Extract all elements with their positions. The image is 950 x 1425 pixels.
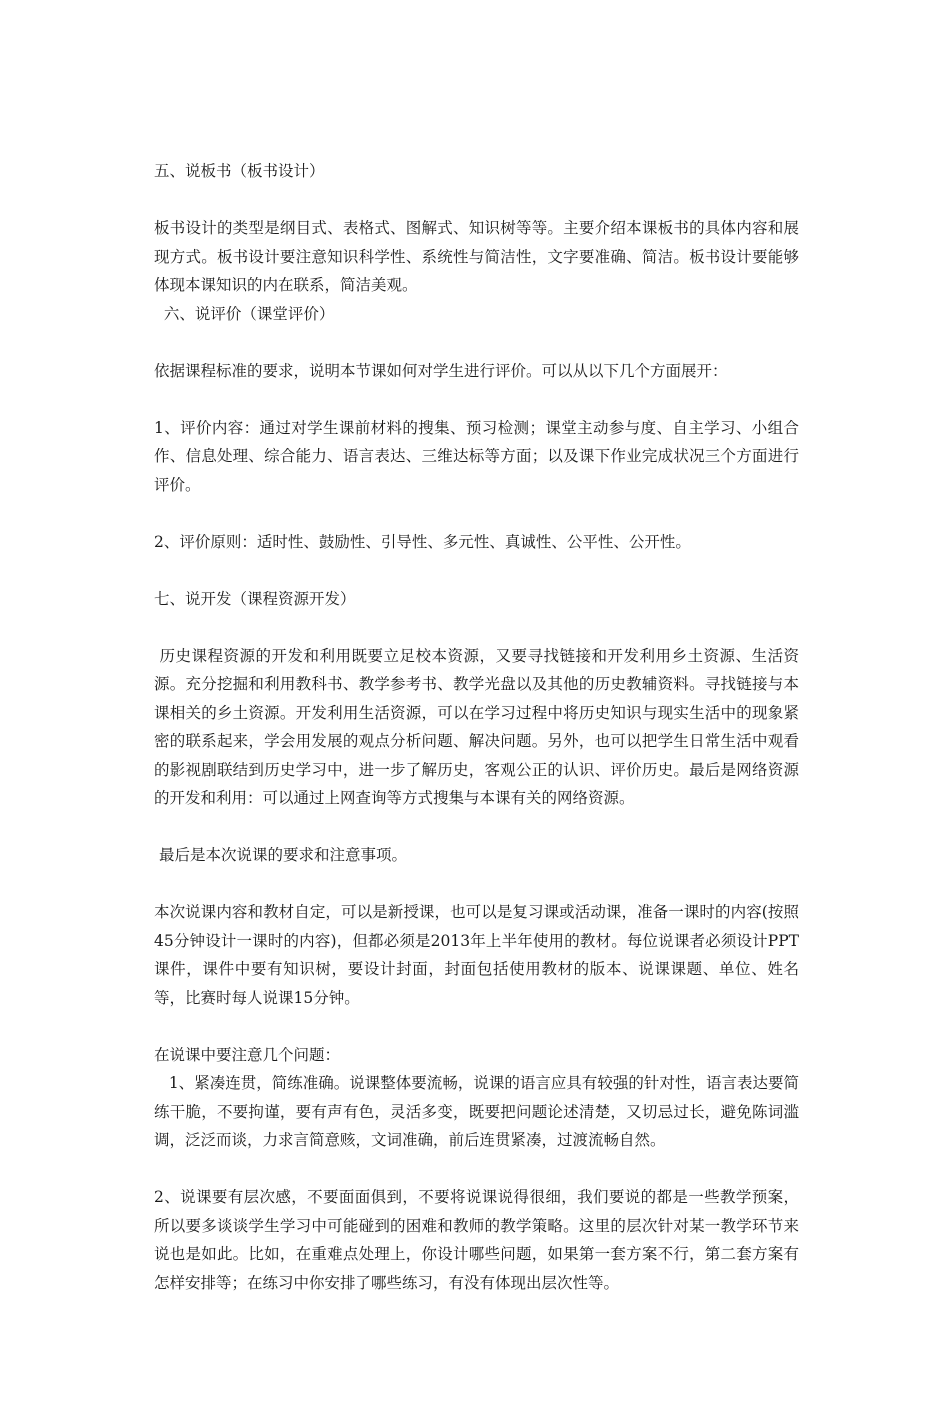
paragraph-evaluation-principles: 2、评价原则：适时性、鼓励性、引导性、多元性、真诚性、公平性、公开性。 (154, 532, 691, 551)
paragraph-evaluation-content: 1、评价内容：通过对学生课前材料的搜集、预习检测；课堂主动参与度、自主学习、小组合作、信息处理、综合能力、语言表达、三维达标等方面；以及课下作业完成状况三个方面进行评价。 (154, 418, 799, 494)
paragraph-requirements: 本次说课内容和教材自定，可以是新授课，也可以是复习课或活动课，准备一课时的内容(按照45分钟设计一课时的内容)，但都必须是2013年上半年使用的教材。每位说课者必须设计PPT课件，课件中要有知识树，要设计封面，封面包括使用教材的版本、说课课题、单位、姓名等，比赛时每人说课15分钟。 (154, 903, 799, 1007)
paragraph-evaluation-intro: 依据课程标准的要求，说明本节课如何对学生进行评价。可以从以下几个方面展开： (154, 361, 728, 380)
paragraph-note-2: 2、说课要有层次感，不要面面俱到，不要将说课说得很细，我们要说的都是一些教学预案，所以要多谈谈学生学习中可能碰到的困难和教师的教学策略。这里的层次针对某一教学环节来说也是如此。比如，在重难点处理上，你设计哪些问题，如果第一套方案不行，第二套方案有怎样安排等；在练习中你安排了哪些练习，有没有体现出层次性等。 (154, 1188, 799, 1292)
paragraph-notes-heading: 在说课中要注意几个问题： (154, 1045, 341, 1064)
document-page (154, 157, 799, 1297)
paragraph-blackboard-design: 板书设计的类型是纲目式、表格式、图解式、知识树等等。主要介绍本课板书的具体内容和展现方式。板书设计要注意知识科学性、系统性与简洁性，文字要准确、简洁。板书设计要能够体现本课知识的内在联系，简洁美观。 (154, 219, 799, 294)
heading-development: 七、说开发（课程资源开发） (154, 589, 356, 608)
heading-evaluation: 六、说评价（课堂评价） (154, 304, 335, 323)
paragraph-note-1: 1、紧凑连贯，简练准确。说课整体要流畅，说课的语言应具有较强的针对性，语言表达要简练干脆，不要拘谨，要有声有色，灵活多变，既要把问题论述清楚，又切忌过长，避免陈词滥调，泛泛而谈，力求言简意赅，文词准确，前后连贯紧凑，过渡流畅自然。 (154, 1074, 799, 1149)
heading-blackboard-design: 五、说板书（板书设计） (154, 162, 325, 180)
paragraph-resource-development: 历史课程资源的开发和利用既要立足校本资源，又要寻找链接和开发利用乡土资源、生活资源。充分挖掘和利用教科书、教学参考书、教学光盘以及其他的历史教辅资料。寻找链接与本课相关的乡土资源。开发利用生活资源，可以在学习过程中将历史知识与现实生活中的现象紧密的联系起来，学会用发展的观点分析问题、解决问题。另外，也可以把学生日常生活中观看的影视剧联结到历史学习中，进一步了解历史，客观公正的认识、评价历史。最后是网络资源的开发和利用：可以通过上网查询等方式搜集与本课有关的网络资源。 (154, 646, 799, 807)
paragraph-requirements-intro: 最后是本次说课的要求和注意事项。 (154, 846, 407, 864)
